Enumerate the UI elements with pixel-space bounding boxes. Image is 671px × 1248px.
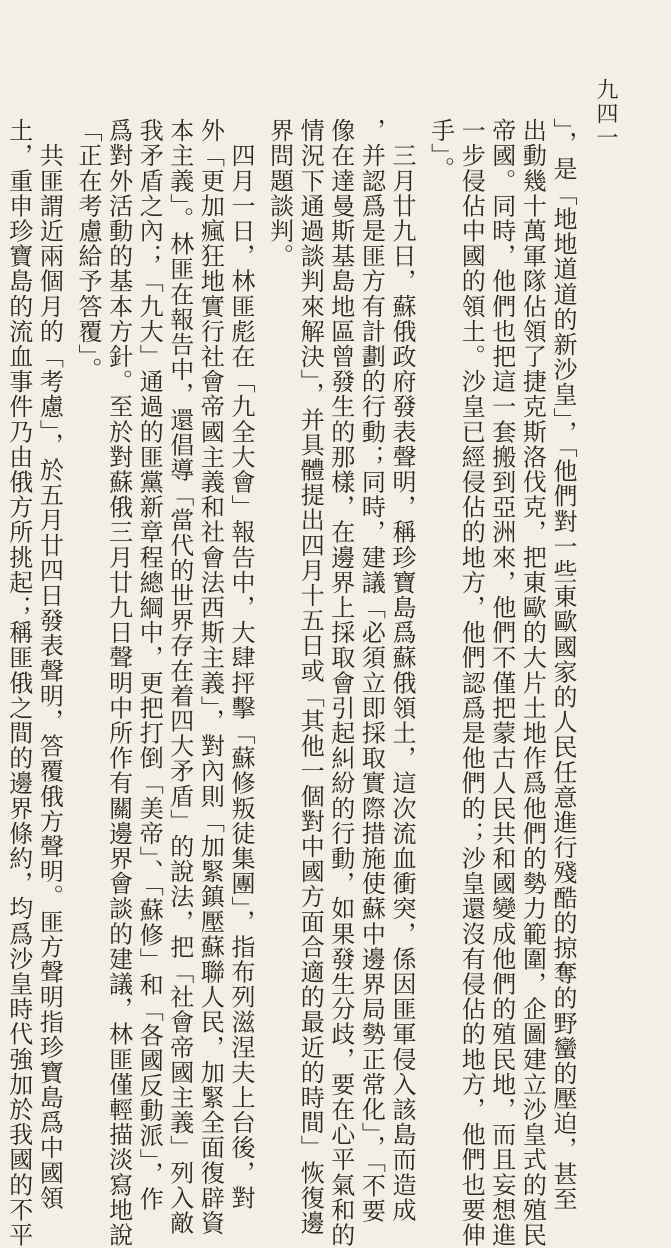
text-column: 出動幾十萬軍隊佔領了捷克斯洛伐克，把東歐的大片土地作爲他們的勢力範圍，企圖建立沙皇式的殖民 <box>518 118 547 1248</box>
text-column: 一步侵佔中國的領土。沙皇已經侵佔的地方，他們認爲是他們的；沙皇還沒有侵佔的地方，他們也要伸 <box>457 118 486 1248</box>
text-column: 我矛盾之內；「九大」通過的匪黨新章程總綱中，更把打倒「美帝」、「蘇修」和「各國反動派」，作 <box>135 118 164 1212</box>
text-column: 帝國。同時，他們也把這一套搬到亞洲來，他們不僅把蒙古人民共和國變成他們的殖民地，而且妄想進 <box>487 118 516 1248</box>
text-column: 情況下通過談判來解決」，并具體提出四月十五日或「其他一個對中國方面合適的最近的時間」恢復邊 <box>296 118 325 1236</box>
text-column: 界問題談判。 <box>265 118 294 269</box>
page-number: 九四一 <box>593 78 618 150</box>
text-column: 」，是「地地道道的新沙皇」，「他們對一些東歐國家的人民任意進行殘酷的掠奪的野蠻的壓迫，甚至 <box>549 118 577 1212</box>
text-column: ，并認爲是匪方有計劃的行動；同時，建議「必須立即採取實際措施使蘇中邊界局勢正常化」，「不要 <box>357 118 386 1224</box>
text-column: 本主義」。林匪在報告中，還倡導「當代的世界存在着四大矛盾」的說法，把「社會帝國主義」列入敵 <box>165 118 194 1236</box>
text-column: 四月一日，林匪彪在「九全大會」報告中，大肆抨擊「蘇修叛徒集團」，指布列滋涅夫上台後，對 <box>227 118 255 1211</box>
text-column: 土，重申珍寶島的流血事件乃由俄方所挑起；稱匪俄之間的邊界條約，均爲沙皇時代強加於我國的不平 <box>4 118 33 1248</box>
text-column: 手」。 <box>426 118 455 182</box>
text-column: 共匪謂近兩個月的「考慮」，於五月廿四日發表聲明，答覆俄方聲明。匪方聲明指珍寶島爲中國領 <box>35 118 64 1211</box>
text-column: 三月廿九日，蘇俄政府發表聲明，稱珍寶島爲蘇俄領土，這次流血衝突，係因匪軍侵入該島而造成 <box>388 118 416 1223</box>
text-column: 「正在考慮給予答覆」。 <box>74 118 102 383</box>
text-column: 爲對外活動的基本方針。至於對蘇俄三月廿九日聲明中所作有關邊界會談的建議，林匪僅輕描淡寫地說 <box>104 118 133 1248</box>
text-column: 像在達曼斯基島地區曾發生的那樣，在邊界上採取會引起糾紛的行動，如果發生分歧，要在心平氣和的 <box>326 118 355 1248</box>
text-column: 外「更加瘋狂地實行社會帝國主義和社會法西斯主義」，對內則「加緊鎮壓蘇聯人民，加緊全面復辟資 <box>196 118 225 1236</box>
